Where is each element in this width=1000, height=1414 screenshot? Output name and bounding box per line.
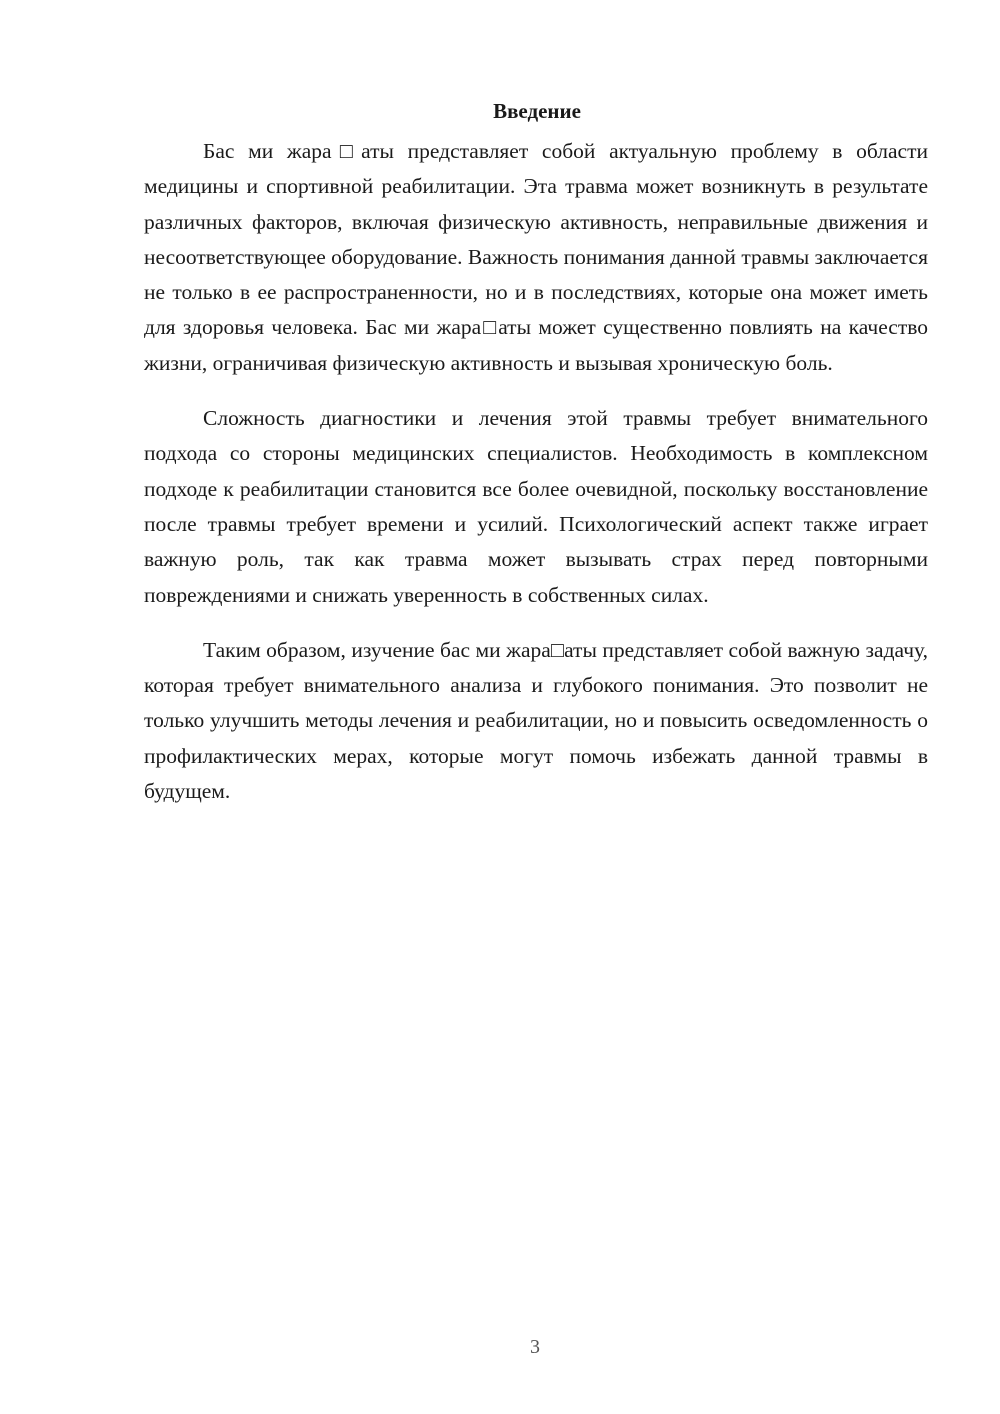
paragraph-1: Бас ми жара□аты представляет собой актуальную проблему в области медицины и спортивной реабилитации. Эта травма может возникнуть в результате различных факторов, включая физическую активность, неправильные движения и несоответствующее оборудование. Важность понимания данной травмы заключается не только в ее распространенности, но и в последствиях, которые она может иметь для здоровья человека. Бас ми жара□аты может существенно повлиять на качество жизни, ограничивая физическую активность и вызывая хроническую боль. [144, 139, 928, 375]
paragraph-2: Сложность диагностики и лечения этой травмы требует внимательного подхода со стороны медицинских специалистов. Необходимость в комплексном подходе к реабилитации становится все более очевидной, поскольку восстановление после травмы требует времени и усилий. Психологический аспект также играет важную роль, так как травма может вызывать страх перед повторными повреждениями и снижать уверенность в собственных силах. [144, 406, 928, 607]
page-number: 3 [530, 1336, 540, 1358]
page-content [144, 94, 928, 829]
section-heading: Введение [493, 99, 581, 123]
paragraph-3: Таким образом, изучение бас ми жара□аты представляет собой важную задачу, которая требует внимательного анализа и глубокого понимания. Это позволит не только улучшить методы лечения и реабилитации, но и повысить осведомленность о профилактических мерах, которые могут помочь избежать данной травмы в будущем. [144, 637, 928, 804]
